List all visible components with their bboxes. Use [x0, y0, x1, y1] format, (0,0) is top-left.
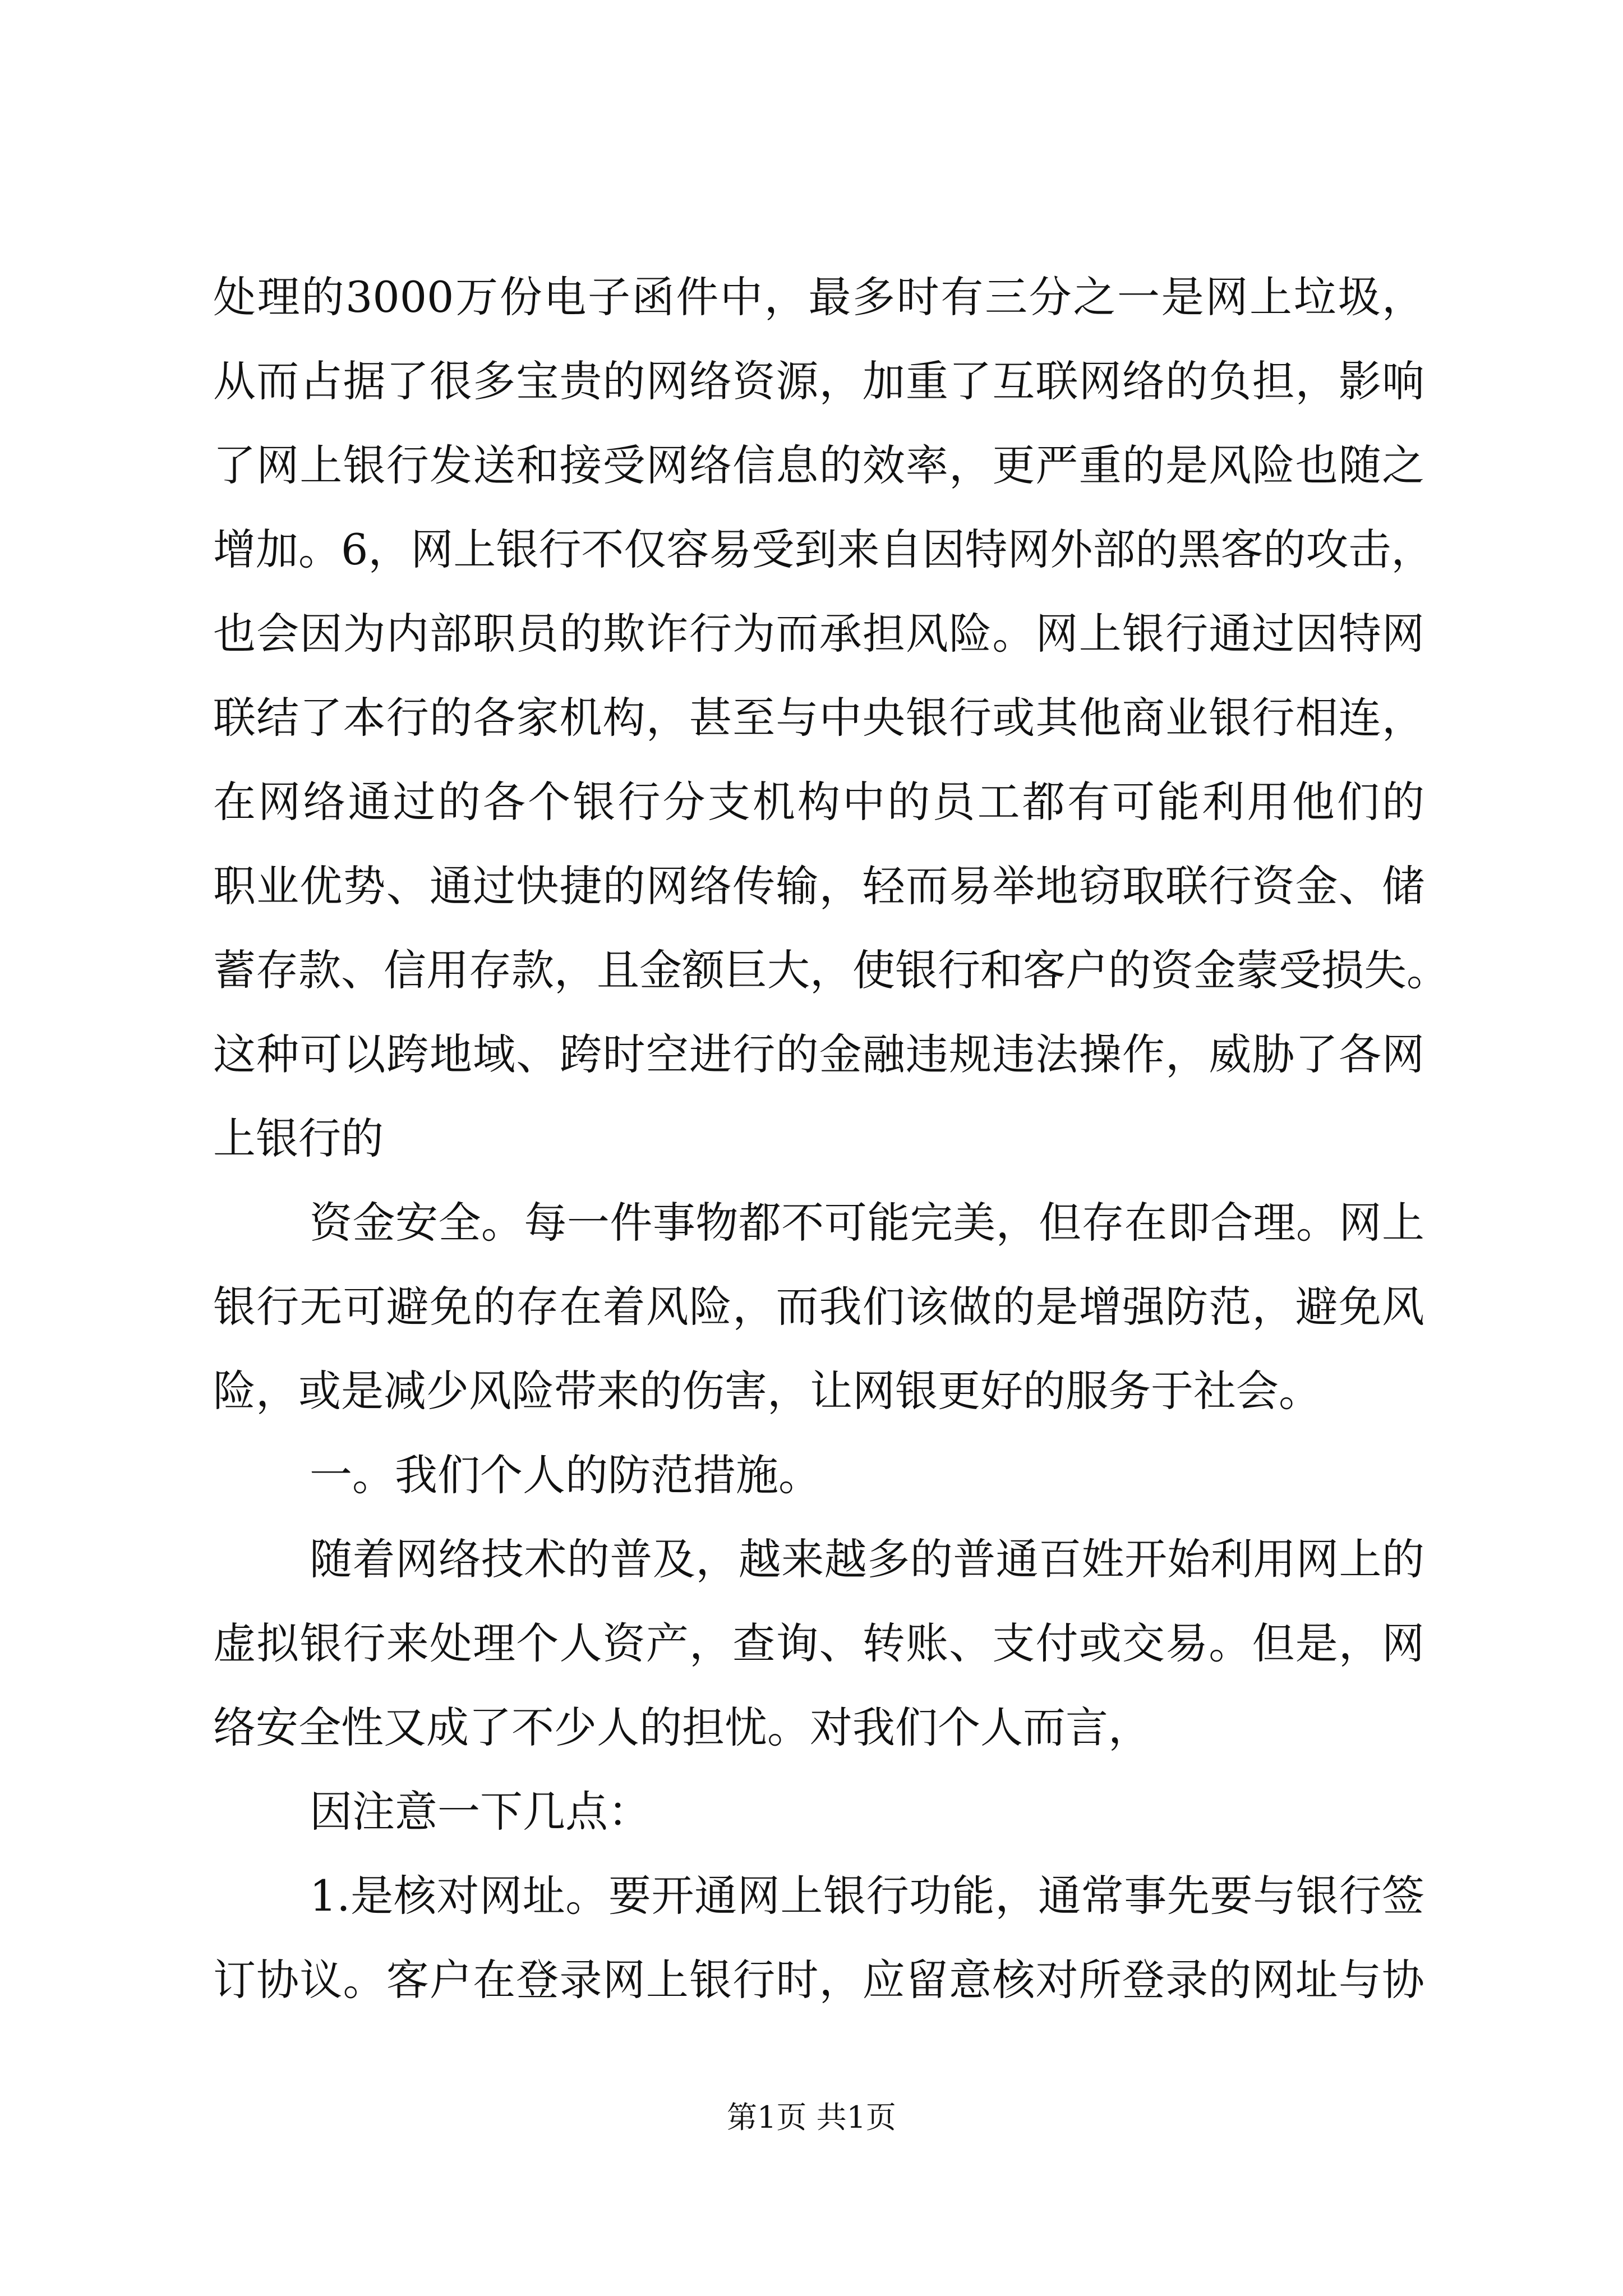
text-line: 也会因为内部职员的欺诈行为而承担风险。网上银行通过因特网	[213, 609, 1424, 659]
text-line: 险，或是减少风险带来的伤害，让网银更好的服务于社会。	[213, 1366, 1321, 1416]
text-line: 蓄存款、信用存款，且金额巨大，使银行和客户的资金蒙受损失。	[213, 945, 1449, 995]
text-line: 了网上银行发送和接受网络信息的效率，更严重的是风险也随之	[213, 440, 1424, 490]
text-line: 从而占据了很多宝贵的网络资源，加重了互联网络的负担，影响	[213, 356, 1424, 406]
text-line: 1.是核对网址。要开通网上银行功能，通常事先要与银行签	[310, 1871, 1424, 1921]
text-line: 这种可以跨地域、跨时空进行的金融违规违法操作，威胁了各网	[213, 1029, 1424, 1079]
text-line: 虚拟银行来处理个人资产，查询、转账、支付或交易。但是，网	[213, 1618, 1424, 1668]
text-line: 增加。6，网上银行不仅容易受到来自因特网外部的黑客的攻击，	[213, 524, 1434, 574]
page-footer: 第1页 共1页	[727, 2100, 896, 2135]
text-line: 一。我们个人的防范措施。	[310, 1450, 821, 1500]
text-line: 联结了本行的各家机构，甚至与中央银行或其他商业银行相连，	[213, 693, 1424, 743]
text-line: 随着网络技术的普及，越来越多的普通百姓开始利用网上的	[310, 1534, 1424, 1584]
text-line: 在网络通过的各个银行分支机构中的员工都有可能利用他们的	[213, 777, 1424, 827]
text-line: 资金安全。每一件事物都不可能完美，但存在即合理。网上	[310, 1198, 1424, 1248]
text-line: 银行无可避免的存在着风险，而我们该做的是增强防范，避免风	[213, 1282, 1424, 1332]
text-line: 处理的3000万份电子函件中，最多时有三分之一是网上垃圾，	[213, 272, 1424, 322]
body-text	[213, 255, 1449, 2022]
text-line: 职业优势、通过快捷的网络传输，轻而易举地窃取联行资金、储	[213, 861, 1424, 911]
text-line: 订协议。客户在登录网上银行时，应留意核对所登录的网址与协	[213, 1955, 1424, 2005]
text-line: 络安全性又成了不少人的担忧。对我们个人而言，	[213, 1703, 1151, 1752]
text-line: 上银行的	[213, 1114, 384, 1163]
text-line: 因注意一下几点：	[310, 1787, 651, 1837]
